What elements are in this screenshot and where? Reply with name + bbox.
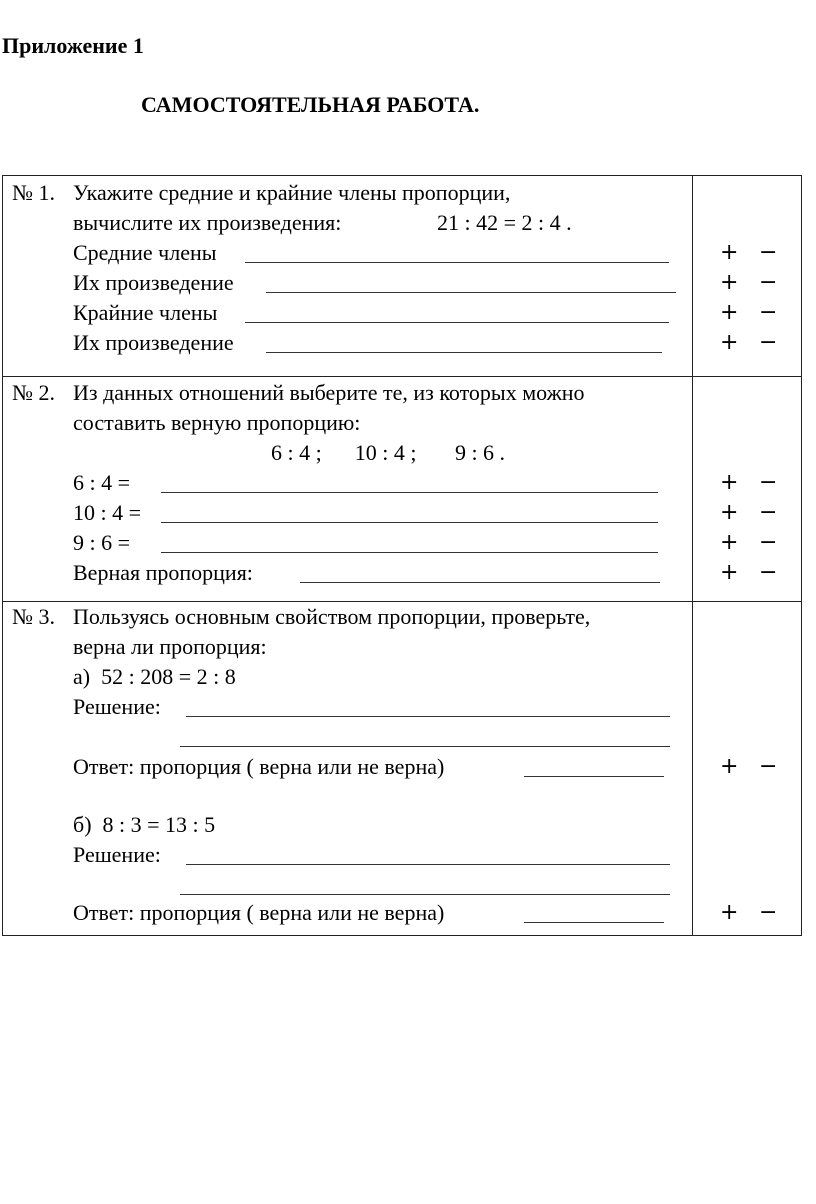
task3b-answer-label: Ответ: пропорция ( верна или не верна) bbox=[73, 900, 445, 925]
plus-mark[interactable]: + bbox=[720, 530, 739, 555]
task2-field3-label: 9 : 6 = bbox=[73, 530, 131, 555]
task3b-solution-label: Решение: bbox=[73, 842, 161, 867]
task3b-solution-line2[interactable] bbox=[180, 894, 670, 895]
task3b-solution-line1[interactable] bbox=[186, 864, 670, 865]
task3a-solution-label: Решение: bbox=[73, 694, 161, 719]
task3a-answer-line[interactable] bbox=[524, 776, 664, 777]
minus-mark[interactable]: − bbox=[759, 330, 778, 355]
row-divider-1 bbox=[2, 376, 802, 377]
task3-number: № 3. bbox=[12, 604, 55, 629]
task3-part-b: б) 8 : 3 = 13 : 5 bbox=[73, 812, 216, 837]
page-title: САМОСТОЯТЕЛЬНАЯ РАБОТА. bbox=[141, 92, 480, 117]
minus-mark[interactable]: − bbox=[759, 754, 778, 779]
task1-text-line2: вычислите их произведения: bbox=[73, 210, 342, 235]
task2-field4-line[interactable] bbox=[300, 582, 660, 583]
task3b-answer-line[interactable] bbox=[524, 922, 664, 923]
task1-field2-line[interactable] bbox=[266, 292, 676, 293]
task3-text-line2: верна ли пропорция: bbox=[73, 634, 267, 659]
task1-field4-label: Их произведение bbox=[73, 330, 234, 355]
plus-mark[interactable]: + bbox=[720, 270, 739, 295]
plus-mark[interactable]: + bbox=[720, 500, 739, 525]
task3a-answer-label: Ответ: пропорция ( верна или не верна) bbox=[73, 754, 445, 779]
minus-mark[interactable]: − bbox=[759, 270, 778, 295]
task2-field2-line[interactable] bbox=[161, 522, 658, 523]
plus-mark[interactable]: + bbox=[720, 754, 739, 779]
table-right-border bbox=[801, 175, 802, 935]
minus-mark[interactable]: − bbox=[759, 240, 778, 265]
task2-text-line1: Из данных отношений выберите те, из которых можно bbox=[73, 380, 585, 405]
task1-field2-label: Их произведение bbox=[73, 270, 234, 295]
table-top-border bbox=[2, 175, 802, 176]
plus-mark[interactable]: + bbox=[720, 300, 739, 325]
task1-field1-line[interactable] bbox=[245, 262, 669, 263]
minus-mark[interactable]: − bbox=[759, 500, 778, 525]
minus-mark[interactable]: − bbox=[759, 530, 778, 555]
plus-mark[interactable]: + bbox=[720, 560, 739, 585]
task2-field1-line[interactable] bbox=[161, 492, 658, 493]
plus-mark[interactable]: + bbox=[720, 240, 739, 265]
task1-field3-label: Крайние члены bbox=[73, 300, 218, 325]
task1-expression: 21 : 42 = 2 : 4 . bbox=[437, 210, 572, 235]
task2-ratios: 6 : 4 ; 10 : 4 ; 9 : 6 . bbox=[271, 440, 506, 465]
task3-text-line1: Пользуясь основным свойством пропорции, проверьте, bbox=[73, 604, 591, 629]
task1-field3-line[interactable] bbox=[245, 322, 669, 323]
task1-field1-label: Средние члены bbox=[73, 240, 217, 265]
task1-field4-line[interactable] bbox=[266, 352, 662, 353]
task2-field4-label: Верная пропорция: bbox=[73, 560, 253, 585]
table-bottom-border bbox=[2, 935, 802, 936]
column-divider bbox=[692, 175, 693, 935]
plus-mark[interactable]: + bbox=[720, 900, 739, 925]
minus-mark[interactable]: − bbox=[759, 470, 778, 495]
task2-number: № 2. bbox=[12, 380, 55, 405]
table-left-border bbox=[2, 175, 3, 935]
appendix-label: Приложение 1 bbox=[2, 33, 144, 58]
minus-mark[interactable]: − bbox=[759, 560, 778, 585]
task2-text-line2: составить верную пропорцию: bbox=[73, 410, 361, 435]
task2-field1-label: 6 : 4 = bbox=[73, 470, 131, 495]
row-divider-2 bbox=[2, 601, 802, 602]
plus-mark[interactable]: + bbox=[720, 330, 739, 355]
task1-text-line1: Укажите средние и крайние члены пропорции, bbox=[73, 180, 511, 205]
task3a-solution-line2[interactable] bbox=[180, 746, 670, 747]
task2-field3-line[interactable] bbox=[161, 552, 658, 553]
minus-mark[interactable]: − bbox=[759, 300, 778, 325]
task3a-solution-line1[interactable] bbox=[186, 716, 670, 717]
minus-mark[interactable]: − bbox=[759, 900, 778, 925]
task3-part-a: а) 52 : 208 = 2 : 8 bbox=[73, 664, 236, 689]
task2-field2-label: 10 : 4 = bbox=[73, 500, 142, 525]
plus-mark[interactable]: + bbox=[720, 470, 739, 495]
task1-number: № 1. bbox=[12, 180, 55, 205]
